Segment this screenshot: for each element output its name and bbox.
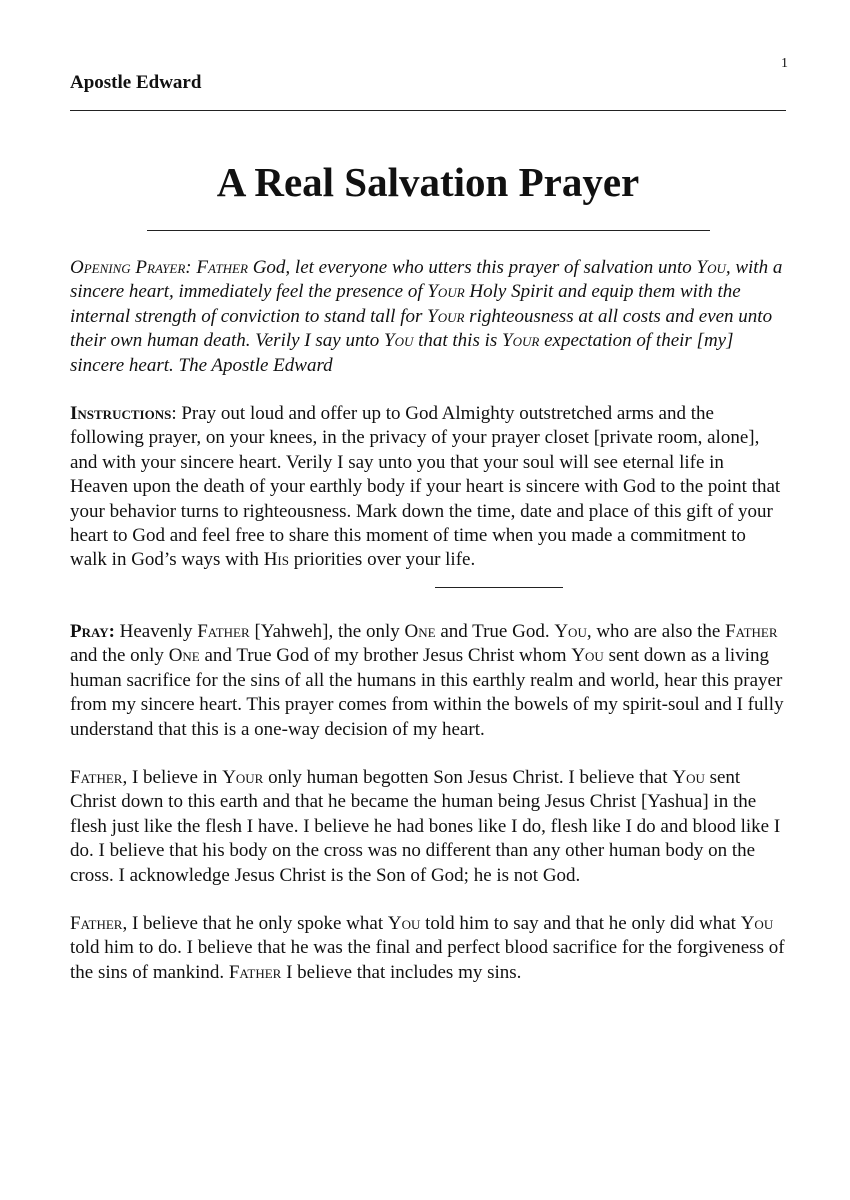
small-caps-run: Your <box>427 305 465 327</box>
small-caps-run: Father <box>228 961 282 983</box>
text-run: told him to do. I believe that he was the final and perfect blood sacrifice for the forgiveness of the sins of mankind. <box>70 937 785 983</box>
small-caps-run: You <box>672 766 705 788</box>
text-run: sent Christ down to this earth and that he became the human being Jesus Christ [Yashua] in the flesh just like the flesh I have. I believe he had bones like I do, flesh like I do and blood like I do. I believe that his body on the cross was no different than any other human body on the cross. I acknowledge Jesus Christ is the Son of God; he is not God. <box>70 766 781 886</box>
section-divider <box>435 587 563 588</box>
small-caps-run: You <box>387 912 421 934</box>
belief-paragraph-1 <box>70 766 786 888</box>
small-caps-run: Your <box>427 281 465 303</box>
small-caps-run: You <box>384 330 414 352</box>
small-caps-run: You <box>696 257 726 278</box>
text-run: and the only <box>70 645 169 667</box>
text-run: : Pray out loud and offer up to God Almighty outstretched arms and the following prayer, on your knees, in the privacy of your prayer closet [private room, alone], and with your sincere heart. Verily I say unto you that your soul will see eternal life in Heaven upon the death of your earthly body if your heart is sincere with God to the point that your behavior turns to righteousness. Mark down the time, date and place of this gift of your heart to God and feel free to share this moment of time when you made a commitment to walk in God’s ways with <box>70 403 781 571</box>
pray-text <box>70 621 784 740</box>
text-run: , who are also the <box>586 620 726 642</box>
text-run: [Yahweh], the only <box>249 620 405 642</box>
text-run: , I believe in <box>122 766 223 788</box>
text-run: , with a sincere heart, immediately feel the presence of <box>70 257 783 303</box>
text-run: that this is <box>413 330 503 352</box>
belief-text-1 <box>70 767 780 886</box>
instructions-paragraph <box>70 402 786 573</box>
text-run: , I believe that he only spoke what <box>122 912 388 934</box>
document-body <box>70 256 786 1009</box>
small-caps-run: Father <box>70 766 123 788</box>
small-caps-run: You <box>571 645 604 667</box>
title-divider <box>147 230 710 231</box>
belief-paragraph-2 <box>70 912 786 985</box>
text-run: Holy Spirit and equip them with the internal strength of conviction to stand tall for <box>70 281 741 327</box>
text-run: righteousness at all costs and even unto their own human death. Verily I say unto <box>70 305 773 352</box>
text-run: and True God. <box>435 620 555 642</box>
text-run: I believe that includes my sins. <box>281 961 522 983</box>
small-caps-run: Father <box>197 620 250 642</box>
opening-prayer-label: Opening Prayer: <box>70 257 192 278</box>
text-run: only human begotten Son Jesus Christ. I believe that <box>263 766 673 788</box>
text-run: sent down as a living human sacrifice for the sins of all the humans in this earthly realm and world, hear this prayer from my sincere heart. This prayer comes from within the bowels of my spirit-soul and I fully understand that this is a one-way decision of my heart. <box>70 645 784 740</box>
small-caps-run: You <box>554 620 587 642</box>
small-caps-run: You <box>740 912 774 934</box>
text-run: God, let everyone who utters this prayer of salvation unto <box>247 257 697 278</box>
author-name: Apostle Edward <box>70 72 202 93</box>
text-run: Heavenly <box>114 620 198 642</box>
small-caps-run: Your <box>222 766 264 788</box>
pray-label: Pray: <box>70 620 115 642</box>
text-run: told him to say and that he only did what <box>420 912 741 934</box>
pray-paragraph <box>70 620 786 742</box>
instructions-text <box>70 403 780 570</box>
small-caps-run: One <box>168 645 200 667</box>
opening-prayer-paragraph <box>70 256 786 378</box>
small-caps-run: His <box>263 549 289 571</box>
text-run: expectation of their [my] sincere heart. The Apostle Edward <box>70 330 734 376</box>
header-divider <box>70 110 786 111</box>
small-caps-run: Father <box>196 257 248 278</box>
small-caps-run: Your <box>502 330 540 352</box>
small-caps-run: Father <box>70 912 123 934</box>
page-number: 1 <box>781 56 788 71</box>
small-caps-run: Father <box>725 620 778 642</box>
text-run: and True God of my brother Jesus Christ whom <box>199 645 572 667</box>
text-run: priorities over your life. <box>288 549 476 571</box>
small-caps-run: One <box>404 620 436 642</box>
instructions-label: Instructions <box>70 403 172 425</box>
page-title: A Real Salvation Prayer <box>216 159 640 205</box>
belief-text-2 <box>70 913 785 983</box>
